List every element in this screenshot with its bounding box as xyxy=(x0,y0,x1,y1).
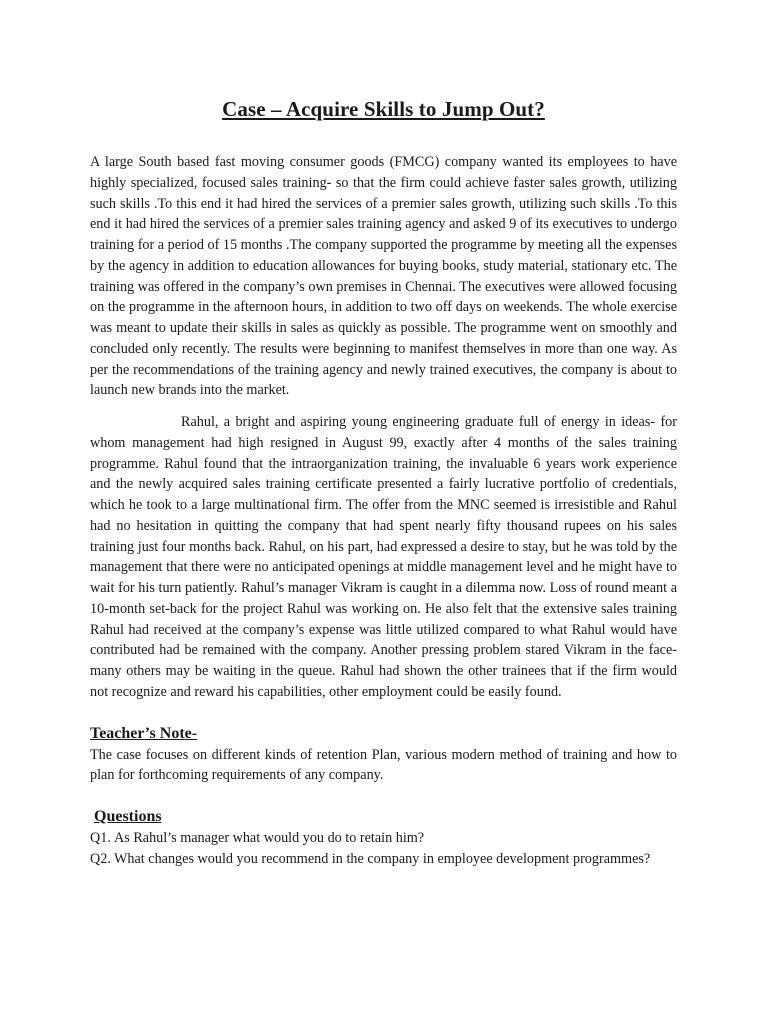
questions-heading-label: Questions xyxy=(94,808,162,825)
case-paragraph-2: Rahul, a bright and aspiring young engineering graduate full of energy in ideas- for whom management had high resigned in August 99, exactly after 4 months of the sales training programme. Rahul found that the intraorganization training, the invaluable 6 years work experience and the newly acquired sales training certificate presented a fairly lucrative portfolio of credentials, which he took to a large multinational firm. The offer from the MNC seemed is irresistible and Rahul had no hesitation in quitting the company that had spent nearly fifty thousand rupees on his sales training just four months back. Rahul, on his part, had expressed a desire to stay, but he was told by the management that there were no anticipated openings at middle management level and he might have to wait for his turn patiently. Rahul’s manager Vikram is caught in a dilemma now. Loss of round meant a 10-month set-back for the project Rahul was working on. He also felt that the extensive sales training Rahul had received at the company’s expense was little utilized compared to what Rahul would have contributed had be remained with the company. Another pressing problem stared Vikram in the face- many others may be waiting in the queue. Rahul had shown the other trainees that if the firm would not recognize and reward his capabilities, other employment could be easily found. xyxy=(90,414,677,700)
teacher-note-text: The case focuses on different kinds of retention Plan, various modern method of training and how to plan for forthcoming requirements of any company. xyxy=(90,746,677,784)
case-title: Case – Acquire Skills to Jump Out? xyxy=(222,97,545,121)
document-page xyxy=(90,96,677,870)
question-text: As Rahul’s manager what would you do to retain him? xyxy=(114,830,425,846)
question-number: Q2. xyxy=(90,851,111,867)
question-item xyxy=(90,849,677,870)
teacher-note-heading: Teacher’s Note- xyxy=(90,724,198,742)
questions-heading xyxy=(90,806,677,828)
questions-list xyxy=(90,828,677,870)
question-text: What changes would you recommend in the company in employee development programmes? xyxy=(114,851,651,867)
question-number: Q1. xyxy=(90,830,111,846)
question-item xyxy=(90,828,677,849)
case-paragraph-1: A large South based fast moving consumer goods (FMCG) company wanted its employees to have highly specialized, focused sales training- so that the firm could achieve faster sales growth, utilizing such skills .To this end it had hired the services of a premier sales growth, utilizing such skills .To this end it had hired the services of a premier sales training agency and asked 9 of its executives to undergo training for a period of 15 months .The company supported the programme by meeting all the expenses by the agency in addition to education allowances for buying books, study material, stationary etc. The training was offered in the company’s own premises in Chennai. The executives were allowed focusing on the programme in the afternoon hours, in addition to two off days on weekends. The whole exercise was meant to update their skills in sales as quickly as possible. The programme went on smoothly and concluded only recently. The results were beginning to manifest themselves in more than one way. As per the recommendations of the training agency and newly trained executives, the company is about to launch new brands into the market. xyxy=(90,154,677,399)
